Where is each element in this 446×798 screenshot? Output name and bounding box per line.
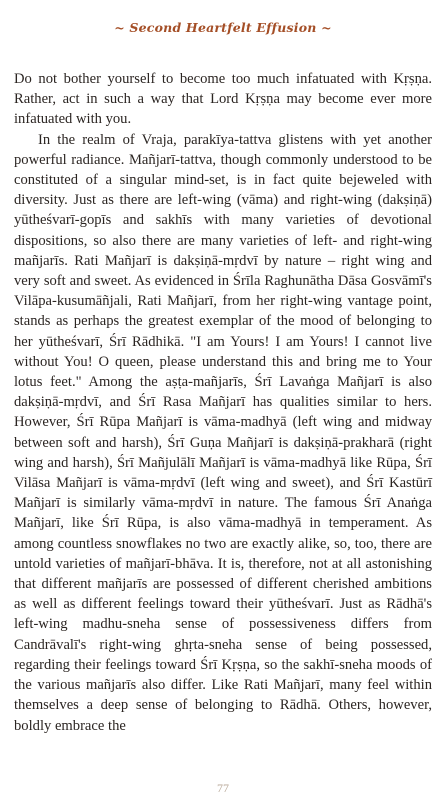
paragraph-2: In the realm of Vraja, parakīya-tattva glistens with yet another powerful radiance. Mañjarī-tattva, though commonly understood to be constituted of a singular mind-set, is in fact quite bejeweled with diversity. Just as there are left-wing (vāma) and right-wing (dakṣiṇā) yūtheśvarī-gopīs and sakhīs with many varieties of devotional dispositions, so also there are many varieties of left- and right-wing mañjarīs. Rati Mañjarī is dakṣiṇā-mṛdvī by nature – right wing and very soft and sweet. As evidenced in Śrīla Raghunātha Dāsa Gosvāmī's Vilāpa-kusumāñjali, Rati Mañjarī, from her right-wing vantage point, stands as perhaps the greatest exemplar of the mood of belonging to her yūtheśvarī, Śrī Rādhikā. "I am Yours! I am Yours! I cannot live without You! O queen, please understand this and bring me to Your lotus feet." Among the aṣṭa-mañjarīs, Śrī Lavaṅga Mañjarī is also dakṣiṇā-mṛdvī, and Śrī Rasa Mañjarī has qualities similar to hers. However, Śrī Rūpa Mañjarī is vāma-madhyā (left wing and midway between soft and harsh), Śrī Guṇa Mañjarī is dakṣiṇā-prakharā (right wing and harsh), Śrī Mañjulālī Mañjarī is vāma-madhyā like Rūpa, Śrī Vilāsa Mañjarī is vāma-mṛdvī (left wing and sweet), and Śrī Kastūrī Mañjarī is similarly vāma-mṛdvī in nature. The famous Śrī Anaṅga Mañjarī, like Śrī Rūpa, is also vāma-madhyā in temperament. As among countless snowflakes no two are exactly alike, so, too, there are untold varieties of mañjarī-bhāva. It is, therefore, not at all astonishing that different mañjarīs are possessed of different cherished ambitions as well as different feelings toward their yūtheśvarī. Just as Rādhā's left-wing madhu-sneha sense of possessiveness differs from Candrāvalī's right-wing ghṛta-sneha sense of being possessed, regarding their feelings toward Śrī Kṛṣṇa, so the sakhī-sneha moods of the various mañjarīs also differ. Like Rati Mañjarī, many feel within themselves a deep sense of belonging to Rādhā. Others, however, boldly embrace the bbox=[14, 131, 432, 734]
page-number: 77 bbox=[217, 781, 229, 795]
running-header: ~ Second Heartfelt Effusion ~ bbox=[114, 20, 332, 35]
body-text bbox=[14, 69, 432, 736]
paragraph-1: Do not bother yourself to become too much infatuated with Kṛṣṇa. Rather, act in such a way that Lord Kṛṣṇa may become ever more infatuated with you. bbox=[14, 71, 432, 128]
